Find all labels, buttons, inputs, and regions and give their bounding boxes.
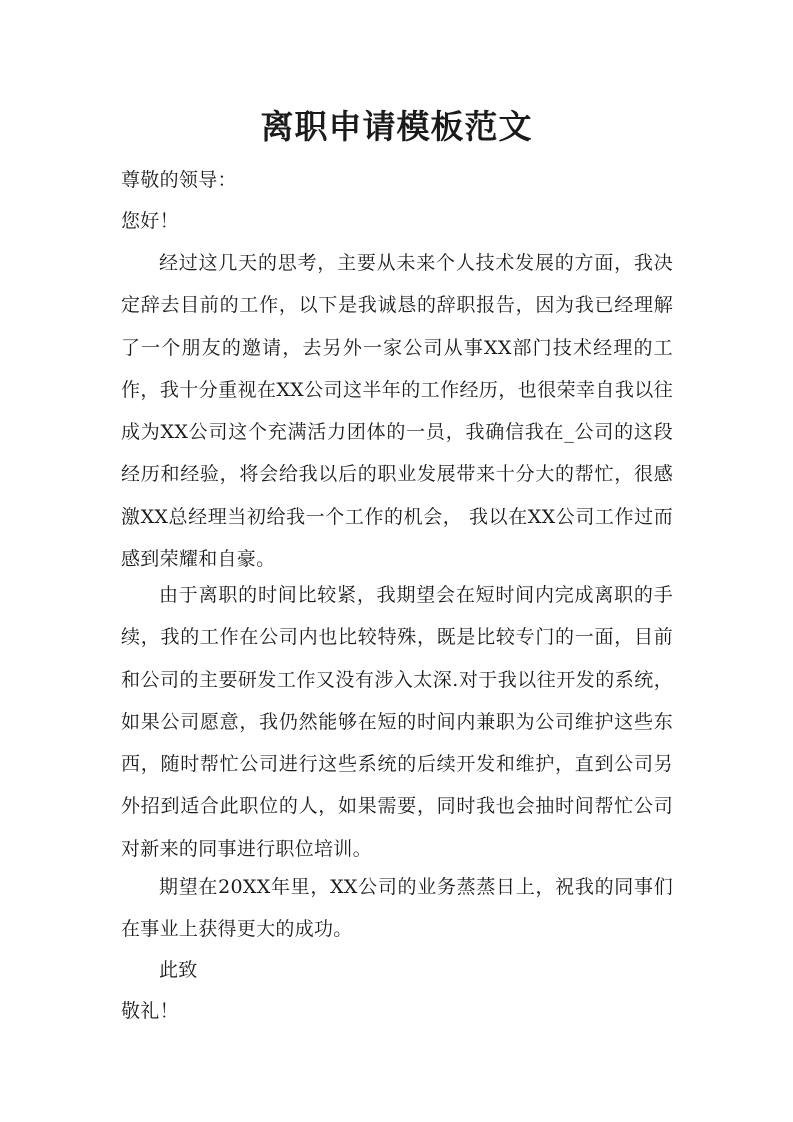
- document-title: 离职申请模板范文: [260, 107, 533, 146]
- salutation: 尊敬的领导：: [121, 169, 237, 191]
- greeting: 您好！: [121, 210, 179, 232]
- regards: 敬礼！: [121, 1000, 179, 1022]
- body-paragraph-3: 期望在20XX年里，XX公司的业务蒸蒸日上，祝我的同事们在事业上获得更大的成功。: [121, 876, 673, 941]
- body-paragraph-2: 由于离职的时间比较紧，我期望会在短时间内完成离职的手续，我的工作在公司内也比较特殊，既是比较专门的一面，目前和公司的主要研发工作又没有涉入太深.对于我以往开发的系统，如果公司愿意，我仍然能够在短的时间内兼职为公司维护这些东西，随时帮忙公司进行这些系统的后续开发和维护，直到公司另外招到适合此职位的人，如果需要，同时我也会抽时间帮忙公司对新来的同事进行职位培训。: [121, 584, 673, 860]
- body-paragraph-1: 经过这几天的思考，主要从未来个人技术发展的方面，我决定辞去目前的工作，以下是我诚恳的辞职报告，因为我已经理解了一个朋友的邀请，去另外一家公司从事XX部门技术经理的工作，我十分重视在XX公司这半年的工作经历，也很荣幸自我以往成为XX公司这个充满活力团体的一员，我确信我在_公司的这段经历和经验，将会给我以后的职业发展带来十分大的帮忙，很感激XX总经理当初给我一个工作的机会， 我以在XX公司工作过而感到荣耀和自豪。: [121, 252, 673, 571]
- closing: 此致: [159, 959, 198, 981]
